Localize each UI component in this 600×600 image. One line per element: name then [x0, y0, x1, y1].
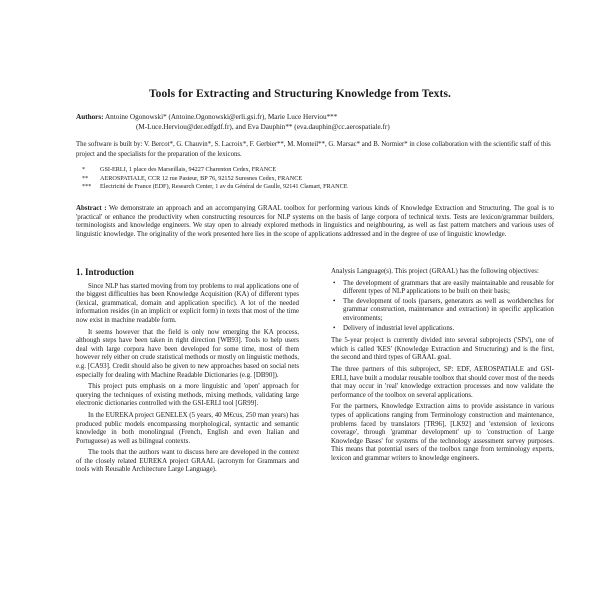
- body-paragraph: This project puts emphasis on a more linguistic and 'open' approach for querying the techniques of existing methods, mixing methods, validating large electronic dictionaries controlled with the GSI-ERLI tool [GR99].: [76, 383, 299, 408]
- body-paragraph: The three partners of this subproject, SP: EDF, AEROSPATIALE and GSI-ERLI, have built a modular reusable toolbox that should cover most of the needs that may occur in 'real' knowledge extraction processes and now validate the performance of the toolbox on several applications.: [331, 365, 554, 399]
- authors-names: Antoine Ogonowski* (Antoine.Ogonowski@erli.gsi.fr), Marie Luce Herviou***: [104, 113, 338, 121]
- affiliation-item: [82, 175, 552, 184]
- right-intro: Analysis Language(s). This project (GRAAL) has the following objectives:: [331, 268, 539, 275]
- paper-title: Tools for Extracting and Structuring Knowledge from Texts.: [148, 88, 452, 100]
- objectives-list: [331, 280, 554, 334]
- affiliation-text: Electricité de France (EDF), Research Center, 1 av du Général de Gaulle, 92141 Clamart, FRANCE: [100, 183, 348, 190]
- authors-label: Authors:: [76, 113, 104, 121]
- body-paragraph: In the EUREKA project GENELEX (5 years, 40 M€cus, 250 man years) has produced public models encompassing morphological, syntactic and semantic knowledge in both monolingual (French, English and even Italian and Portuguese) as well as bilingual contexts.: [76, 411, 299, 445]
- authors-block: [76, 112, 556, 132]
- abstract-text: We demonstrate an approach and an accompanying GRAAL toolbox for performing various kinds of Knowledge Extraction and Structuring. The goal is to 'practical' or enhance the productivity when constructing resources for NLP systems on the basis of large corpora of technical texts. Tests are lexicon/grammar builders, terminologists and knowledge engineers. We stay open to already explored methods in linguistics and neighbouring, as well as fast pattern matchers and various uses of linguistic knowledge. The originality of the work presented here lies in the scope of applications addressed and in the degree of use of linguistic knowledge.: [76, 205, 554, 238]
- body-paragraph: It seems however that the field is only now emerging the KA process, although steps have been taken in right direction [WB93]. Tools to help users deal with large corpora have been developed for some time, most of them however rely either on crude statistical methods or mostly on linguistic methods, e.g. [CA93]. Credit should also be given to new approaches based on social nets especially for dealing with Machine Readable Dictionaries (e.g. [DB90]).: [76, 328, 299, 379]
- objective-item: • The development of tools (parsers, generators as well as workbenches for grammar construction, maintenance and extraction) in specific application environments;: [331, 298, 554, 324]
- body-paragraph: The 5-year project is currently divided into several subprojects ('SPs'), one of which is called 'KES' (Knowledge Extraction and Structuring) and is the first, the second and third types of GRAAL goal.: [331, 337, 554, 362]
- section-title: 1. Introduction: [76, 267, 134, 277]
- affiliation-mark: ***: [82, 183, 92, 190]
- authors-emails: (M-Luce.Herviou@der.edfgdf.fr), and Eva Dauphin** (eva.dauphin@cc.aerospatiale.fr): [136, 123, 390, 131]
- body-paragraph: For the partners, Knowledge Extraction aims to provide assistance in various types of applications ranging from Terminology construction and maintenance, problems faced by translators [TR96], [LK92] and 'extension of lexicons coverage', through 'grammar development' up to 'construction of Large Knowledge Bases' for systems of the technology assessment survey purposes. This means that potential users of the toolbox range from terminology experts, lexicon and grammar writers to knowledge engineers.: [331, 403, 554, 462]
- right-column: [331, 268, 554, 466]
- affiliations-list: [82, 166, 552, 192]
- abstract-label: Abstract :: [76, 205, 107, 212]
- body-paragraph: Since NLP has started moving from toy problems to real applications one of the biggest difficulties has been Knowledge Acquisition (KA) of different types (lexical, grammatical, domain and application specific). A lot of the needed information resides (in an implicit or explicit form) in texts that most of the time now exist in machine readable form.: [76, 282, 299, 324]
- affiliation-mark: **: [82, 174, 89, 182]
- objective-item: • Delivery of industrial level applications.: [331, 325, 554, 334]
- body-paragraph: The tools that the authors want to discuss here are developed in the context of the closely related EUREKA project GRAAL (acronym for Grammars and tools with Reusable Architecture Large Language).: [76, 449, 299, 474]
- abstract: [76, 205, 554, 239]
- affiliation-text: AEROSPATIALE, CCR 12 rue Pasteur, BP 76, 92152 Suresnes Cedex, FRANCE: [100, 174, 303, 182]
- objective-item: • The development of grammars that are easily maintainable and reusable for different types of NLP applications to be built on their basis;: [331, 280, 554, 297]
- affiliation-item: [82, 183, 552, 192]
- affiliation-item: [82, 166, 552, 175]
- affiliation-text: GSI-ERLI, 1 place des Marseillais, 94227 Charenton Cedex, FRANCE: [100, 166, 277, 173]
- affiliation-mark: *: [82, 166, 86, 173]
- left-column: [76, 268, 299, 478]
- contributors-note: The software is built by: V. Bercot*, G. Chauvin*, S. Lacroix*, F. Gerbier**, M. Monteil**, G. Marsac* and B. Normier* in close collaboration with the scientific staff of this project and the specialists for the preparation of the lexicons.: [76, 141, 551, 158]
